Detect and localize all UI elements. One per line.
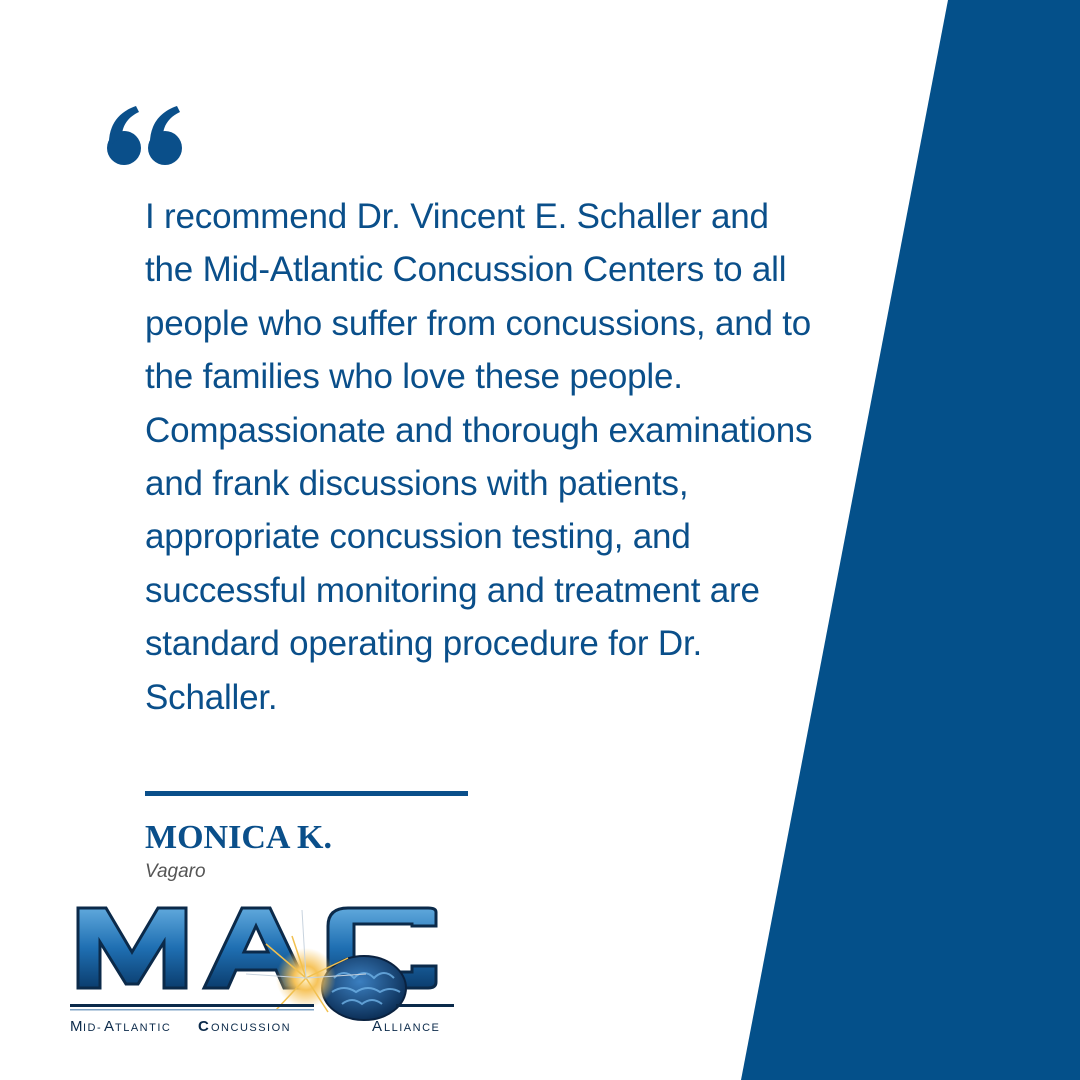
svg-text:ID-: ID- (83, 1022, 103, 1034)
author-divider (145, 791, 468, 796)
svg-text:LLIANCE: LLIANCE (384, 1022, 441, 1034)
review-source: Vagaro (145, 861, 206, 882)
mac-logo-icon (66, 900, 458, 1040)
svg-text:A: A (104, 1018, 115, 1035)
svg-text:TLANTIC: TLANTIC (115, 1022, 172, 1034)
svg-text:ONCUSSION: ONCUSSION (211, 1022, 292, 1034)
svg-text:M: M (70, 1018, 83, 1035)
svg-text:C: C (198, 1018, 209, 1035)
author-name: MONICA K. (145, 819, 332, 856)
opening-quote-icon (106, 104, 186, 166)
testimonial-quote: I recommend Dr. Vincent E. Schaller and the Mid-Atlantic Concussion Centers to all people who suffer from concussions, and to the families who love these people. Compassionate and thorough examinations and frank discussions with patients, appropriate concussion testing, and successful monitoring and treatment are standard operating procedure for Dr. Schaller. (145, 197, 813, 717)
svg-text:A: A (372, 1018, 383, 1035)
